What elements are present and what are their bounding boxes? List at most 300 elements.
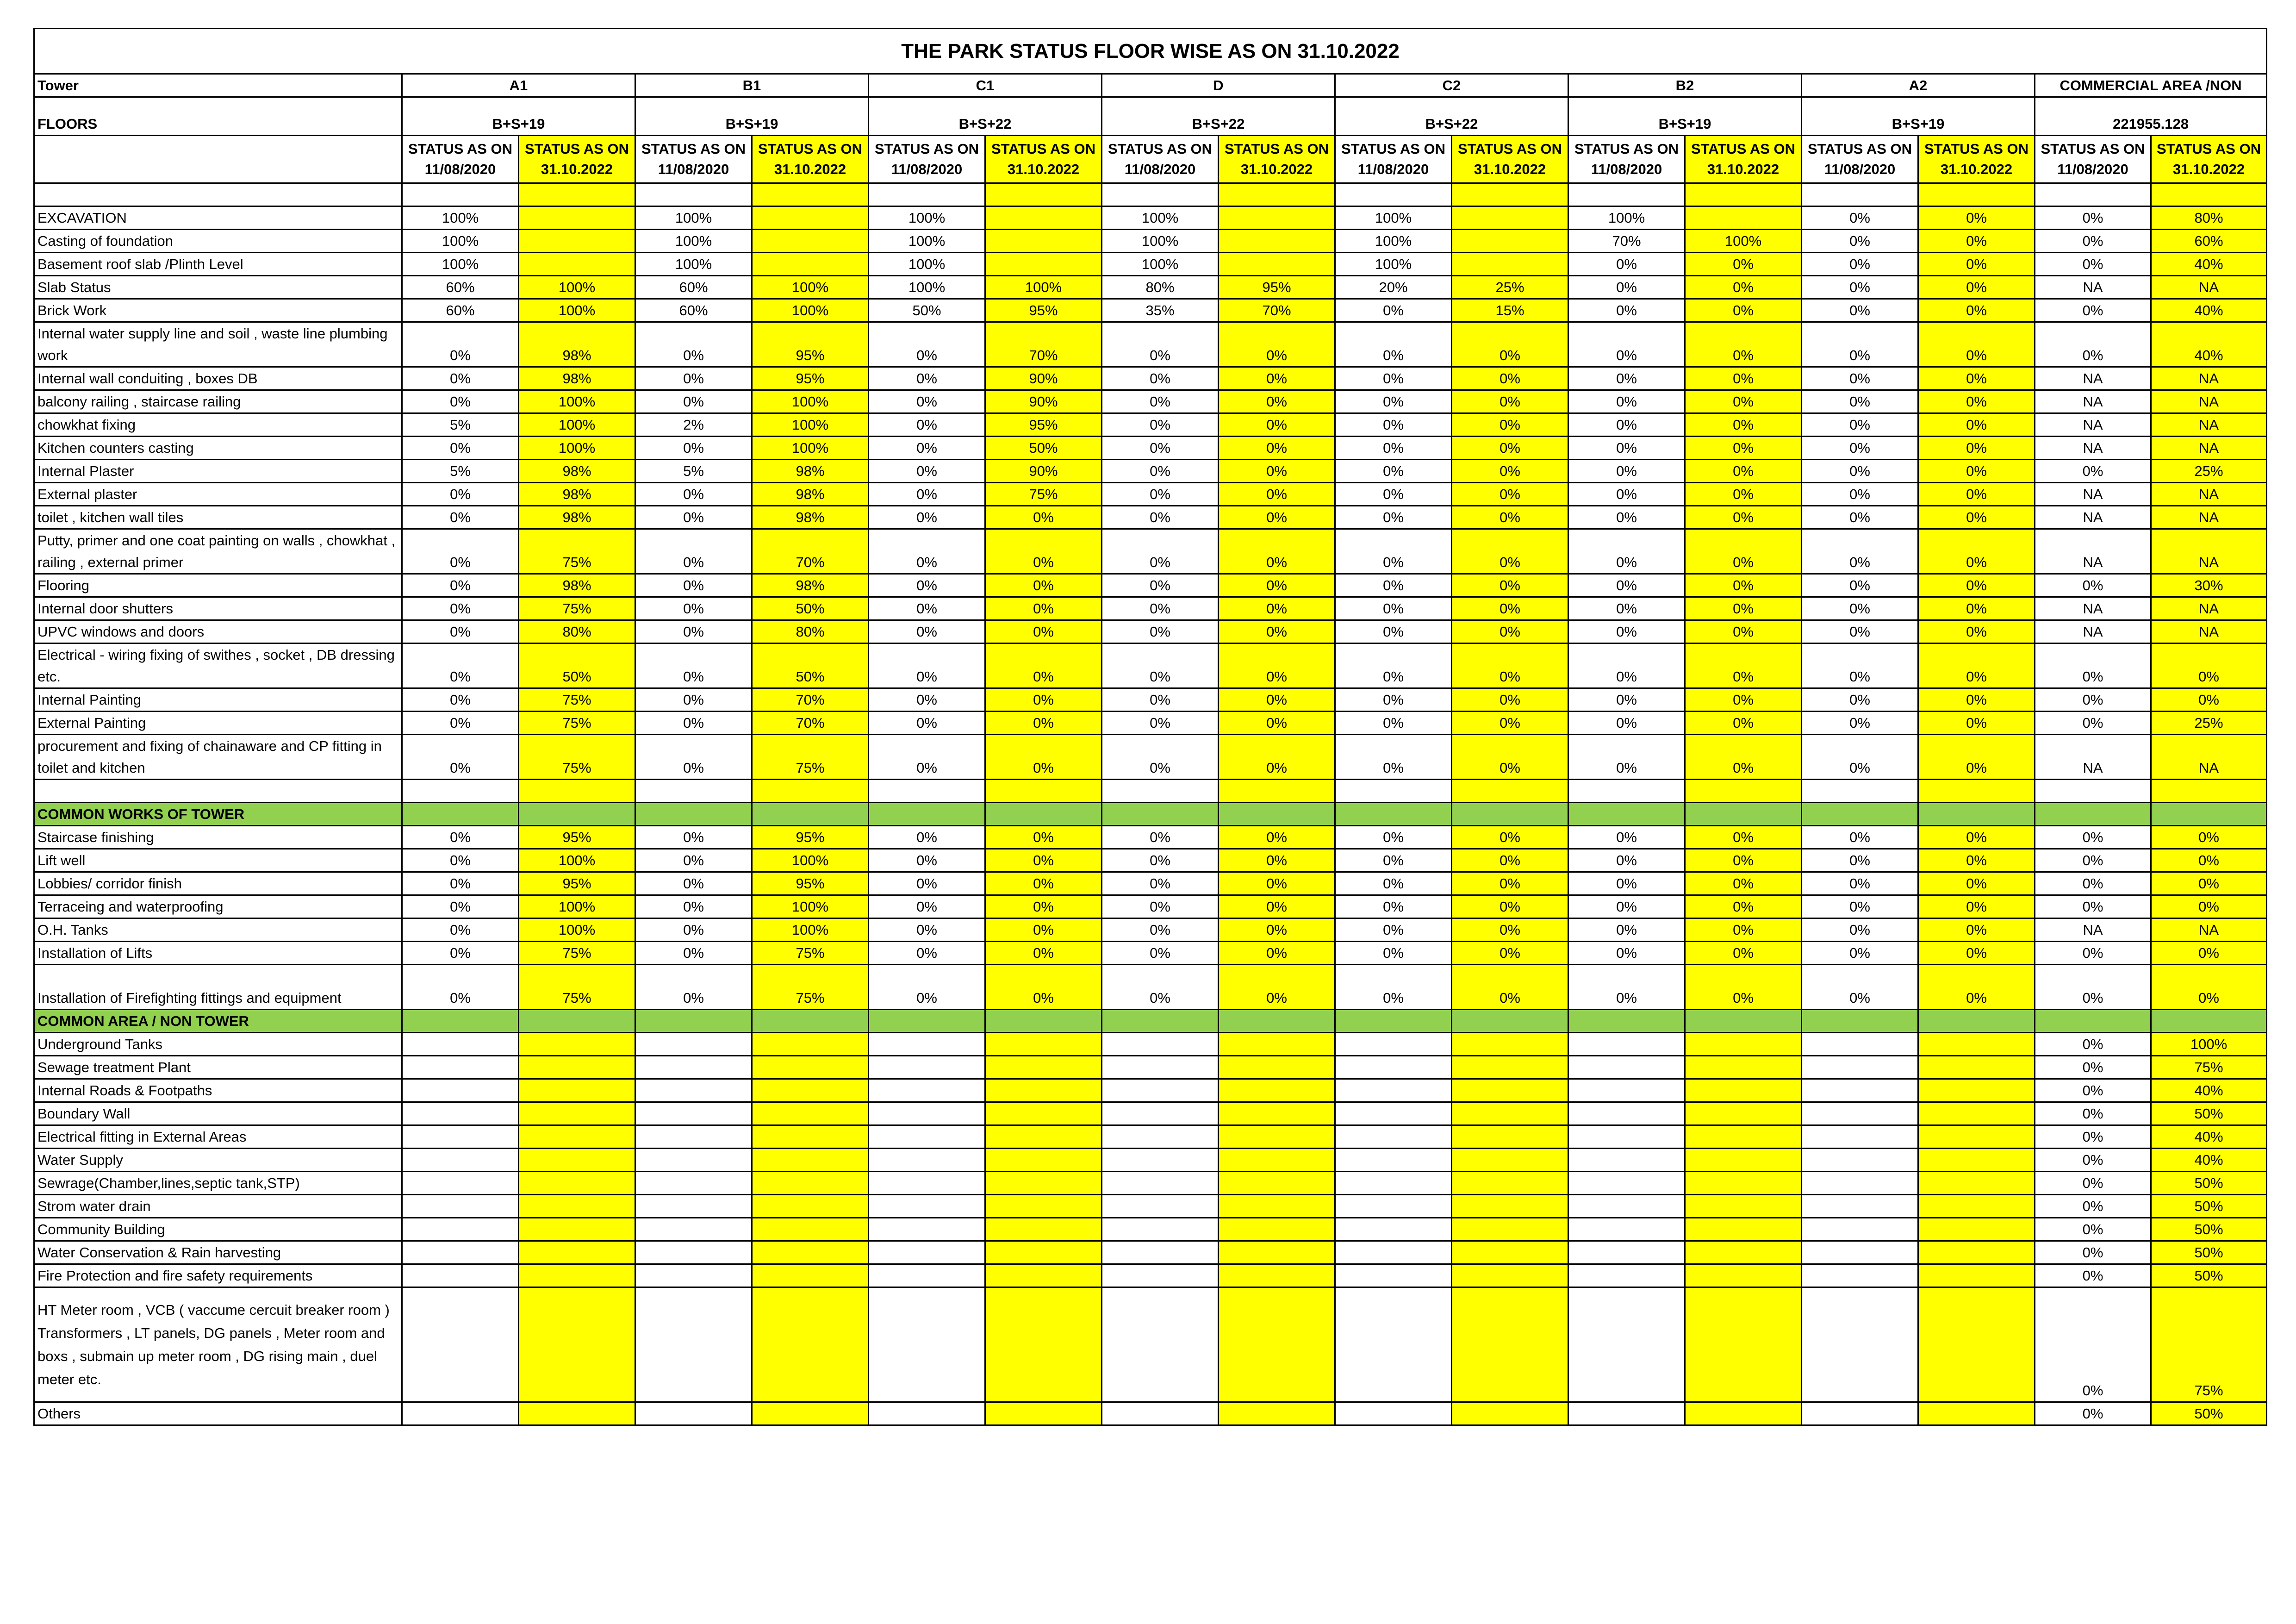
status-2020-cell [1335,1125,1452,1149]
status-2020-cell [635,1172,752,1195]
status-2020-cell: 0% [402,574,519,597]
table-row [34,1287,2267,1402]
status-2022-cell: 0% [1219,483,1335,506]
status-2022-cell: 15% [1452,299,1568,322]
status-2022-cell [752,1079,869,1102]
status-2022-cell: 0% [1918,253,2035,276]
status-2020-cell: 0% [1802,643,1918,688]
status-2022-cell: 0% [1918,826,2035,849]
status-2020-cell: 0% [635,367,752,390]
status-2022-cell: 80% [2151,206,2267,230]
status-2022-cell: 95% [752,872,869,895]
status-2020-cell: 0% [1802,826,1918,849]
section-row [34,1010,2267,1033]
status-2022-cell: 0% [1219,849,1335,872]
status-header-line1: STATUS AS ON [2157,141,2261,157]
status-header-line1: STATUS AS ON [874,141,979,157]
status-2022-cell: 0% [1452,643,1568,688]
section-cell [402,803,519,826]
activity-label: Underground Tanks [34,1033,402,1056]
tower-floors: B+S+22 [1335,97,1568,136]
status-2020-cell: 5% [402,460,519,483]
status-2020-cell: 0% [1102,872,1219,895]
status-2020-cell: NA [2035,597,2151,620]
status-2020-cell: 20% [1335,276,1452,299]
status-2020-cell: 0% [869,735,985,780]
status-2020-cell [1335,1149,1452,1172]
status-2020-cell: 0% [2035,299,2151,322]
section-cell [1219,803,1335,826]
status-2020-cell [635,1079,752,1102]
status-2020-cell: 0% [1568,826,1685,849]
activity-label: EXCAVATION [34,206,402,230]
status-2020-cell: 0% [2035,574,2151,597]
status-2020-cell [1335,1195,1452,1218]
status-2020-cell [1802,1287,1918,1402]
status-2020-cell: 80% [1102,276,1219,299]
status-2020-cell: 0% [2035,965,2151,1010]
tower-name: C1 [869,74,1102,97]
status-2022-cell [985,1172,1102,1195]
status-2022-cell [752,1195,869,1218]
status-2020-cell: 0% [635,390,752,413]
status-2020-cell: 0% [1102,849,1219,872]
status-2020-cell [1802,1264,1918,1287]
status-2020-cell: 0% [1802,620,1918,643]
status-2020-cell [1568,1102,1685,1125]
table-row [34,735,2267,780]
status-2022-cell: 0% [1685,942,1802,965]
table-row [34,826,2267,849]
status-header-line2: 31.10.2022 [1940,161,2013,177]
table-row [34,1056,2267,1079]
status-2020-cell: 0% [1335,506,1452,529]
activity-label: O.H. Tanks [34,918,402,942]
table-row [34,918,2267,942]
status-2020-cell [402,1033,519,1056]
status-2022-cell [1452,230,1568,253]
status-2020-cell: 0% [2035,895,2151,918]
status-2020-cell [1568,1287,1685,1402]
status-2022-cell: 0% [985,574,1102,597]
status-2022-cell: 0% [985,735,1102,780]
status-2020-cell: 0% [402,367,519,390]
status-2022-cell: 75% [519,942,635,965]
status-2022-cell: 0% [1685,872,1802,895]
status-2020-cell: 5% [402,413,519,437]
status-2022-cell: 0% [1452,849,1568,872]
blank-cell [1685,780,1802,803]
blank-row [34,780,2267,803]
blank-cell [34,183,402,206]
status-2022-cell [985,1149,1102,1172]
table-row [34,574,2267,597]
status-2022-cell: 100% [519,299,635,322]
status-2020-cell: 0% [869,849,985,872]
tower-floors: B+S+19 [402,97,635,136]
status-2022-cell [519,1125,635,1149]
tower-label: Tower [34,74,402,97]
status-2022-cell: 0% [1918,574,2035,597]
status-2020-cell: 0% [635,597,752,620]
table-row [34,620,2267,643]
activity-label: Electrical - wiring fixing of swithes , socket , DB dressing etc. [34,643,402,688]
status-2022-cell: 0% [1219,895,1335,918]
status-2022-cell [752,230,869,253]
activity-label: Community Building [34,1218,402,1241]
status-2022-cell [985,1241,1102,1264]
status-2022-cell [519,1218,635,1241]
status-2020-cell: 0% [1802,735,1918,780]
status-old-header [2035,136,2151,183]
status-2020-cell: 100% [402,230,519,253]
status-2020-cell: 0% [2035,230,2151,253]
status-2020-cell: 0% [869,574,985,597]
status-2022-cell [1685,1241,1802,1264]
section-cell [402,1010,519,1033]
status-2020-cell: 100% [1102,230,1219,253]
activity-label: balcony railing , staircase railing [34,390,402,413]
status-2020-cell [1335,1402,1452,1425]
status-2020-cell: 0% [402,322,519,367]
status-2020-cell: 0% [635,620,752,643]
status-2022-cell [1685,1287,1802,1402]
status-2022-cell: NA [2151,506,2267,529]
status-2020-cell [1568,1125,1685,1149]
status-2020-cell [1335,1033,1452,1056]
status-2020-cell [402,1264,519,1287]
table-row [34,276,2267,299]
status-header-line2: 31.10.2022 [1707,161,1780,177]
activity-label: Sewrage(Chamber,lines,septic tank,STP) [34,1172,402,1195]
status-2020-cell: 0% [402,826,519,849]
status-2022-cell: 50% [2151,1402,2267,1425]
status-2022-cell [1685,1195,1802,1218]
status-2022-cell [519,230,635,253]
status-old-header [1802,136,1918,183]
blank-cell [1452,183,1568,206]
status-header-line2: 31.10.2022 [1007,161,1080,177]
blank-cell [869,183,985,206]
status-2022-cell: 0% [1219,965,1335,1010]
status-2022-cell: 0% [1685,367,1802,390]
tower-floors: B+S+22 [1102,97,1335,136]
status-2020-cell [1335,1241,1452,1264]
status-2020-cell [402,1402,519,1425]
table-row [34,1264,2267,1287]
status-2020-cell: 0% [2035,1102,2151,1125]
status-2022-cell: 0% [1685,506,1802,529]
status-2020-cell: 0% [402,643,519,688]
blank-cell [985,780,1102,803]
status-2020-cell [869,1402,985,1425]
status-2022-cell: 90% [985,367,1102,390]
blank-cell [1102,183,1219,206]
status-2022-cell [1452,1402,1568,1425]
status-2022-cell [1219,1056,1335,1079]
status-2022-cell: 0% [1685,437,1802,460]
status-2020-cell: 0% [635,872,752,895]
status-header-line2: 31.10.2022 [1240,161,1313,177]
status-2022-cell [752,1287,869,1402]
status-2022-cell: 0% [1219,735,1335,780]
status-2022-cell [752,1149,869,1172]
activity-label: Internal wall conduiting , boxes DB [34,367,402,390]
status-2022-cell: 40% [2151,253,2267,276]
activity-label: HT Meter room , VCB ( vaccume cercuit breaker room ) Transformers , LT panels, DG panels , Meter room and boxs , submain up meter room , DG rising main , duel meter etc. [34,1287,402,1402]
status-header-line2: 11/08/2020 [1591,161,1662,177]
status-2022-cell: 100% [519,413,635,437]
activity-label: Water Supply [34,1149,402,1172]
status-2020-cell [1802,1033,1918,1056]
table-row [34,1079,2267,1102]
status-new-header [1685,136,1802,183]
status-2020-cell [402,1287,519,1402]
status-2022-cell [1685,1079,1802,1102]
status-2022-cell: 95% [985,299,1102,322]
status-2022-cell: 0% [1685,299,1802,322]
status-2022-cell [1219,1402,1335,1425]
status-2020-cell: NA [2035,506,2151,529]
status-2020-cell: 0% [1802,597,1918,620]
status-2022-cell: 0% [1219,688,1335,712]
status-2020-cell: 0% [402,735,519,780]
status-2020-cell: 0% [1102,322,1219,367]
status-2020-cell: 0% [869,437,985,460]
status-2020-cell [869,1102,985,1125]
status-2022-cell [1219,1287,1335,1402]
activity-label: Basement roof slab /Plinth Level [34,253,402,276]
status-2020-cell: 0% [1568,620,1685,643]
status-header-line1: STATUS AS ON [1691,141,1796,157]
section-cell [1102,803,1219,826]
status-2020-cell: 0% [1568,299,1685,322]
status-2022-cell: 0% [1685,826,1802,849]
status-2020-cell: 0% [1802,483,1918,506]
status-2020-cell: 0% [1102,597,1219,620]
status-2020-cell: NA [2035,529,2151,574]
status-2020-cell: 0% [635,506,752,529]
status-2022-cell: 0% [1219,597,1335,620]
status-2020-cell [869,1172,985,1195]
blank-cell [869,780,985,803]
status-2020-cell: 0% [402,597,519,620]
status-2022-cell: 0% [2151,849,2267,872]
blank-cell [1335,183,1452,206]
status-2020-cell [402,1241,519,1264]
status-2022-cell: 0% [1918,506,2035,529]
status-2022-cell: 0% [1918,206,2035,230]
status-2020-cell [635,1402,752,1425]
activity-label: Flooring [34,574,402,597]
status-2022-cell: NA [2151,529,2267,574]
status-2022-cell: 50% [752,597,869,620]
status-2022-cell: 70% [1219,299,1335,322]
blank-cell [2035,183,2151,206]
status-2020-cell: 0% [1568,413,1685,437]
status-2022-cell: 0% [1685,529,1802,574]
status-2022-cell: 50% [2151,1102,2267,1125]
status-2020-cell: 0% [402,872,519,895]
status-2020-cell: 0% [1568,872,1685,895]
activity-label: Lobbies/ corridor finish [34,872,402,895]
status-2020-cell: 100% [1335,230,1452,253]
status-2022-cell: 95% [752,322,869,367]
status-2020-cell [1802,1218,1918,1241]
status-2022-cell [1685,1402,1802,1425]
activity-label: Brick Work [34,299,402,322]
status-2020-cell: 0% [869,643,985,688]
status-2022-cell: 0% [1452,712,1568,735]
status-header-line2: 11/08/2020 [2057,161,2128,177]
status-2022-cell: 100% [519,895,635,918]
table-row [34,1149,2267,1172]
status-2022-cell: 75% [519,735,635,780]
section-cell [1335,1010,1452,1033]
status-2022-cell: 98% [752,460,869,483]
status-2020-cell: 0% [1335,735,1452,780]
status-header-line1: STATUS AS ON [1574,141,1679,157]
status-2022-cell: 95% [752,367,869,390]
status-2020-cell: 0% [1802,437,1918,460]
section-heading: COMMON AREA / NON TOWER [34,1010,402,1033]
activity-label: procurement and fixing of chainaware and CP fitting in toilet and kitchen [34,735,402,780]
status-2022-cell [985,230,1102,253]
status-2020-cell [635,1264,752,1287]
status-2022-cell: 0% [1918,276,2035,299]
status-2022-cell: 75% [2151,1056,2267,1079]
status-2022-cell [985,206,1102,230]
status-2022-cell: 0% [985,712,1102,735]
status-2020-cell: 60% [402,276,519,299]
section-cell [1802,803,1918,826]
status-2022-cell [985,253,1102,276]
status-2022-cell [985,1125,1102,1149]
status-2022-cell: 0% [1452,895,1568,918]
status-2020-cell: 100% [1102,206,1219,230]
blank-cell [752,780,869,803]
table-row [34,597,2267,620]
status-2022-cell: 0% [985,942,1102,965]
status-2020-cell: 0% [869,413,985,437]
status-2020-cell [869,1264,985,1287]
status-2020-cell: 0% [1802,688,1918,712]
title-row [34,29,2267,74]
status-2020-cell: 0% [1102,413,1219,437]
status-2022-cell: NA [2151,597,2267,620]
status-old-header [635,136,752,183]
status-2022-cell [1219,1125,1335,1149]
status-2020-cell: 60% [635,299,752,322]
status-2022-cell: 50% [2151,1241,2267,1264]
status-2022-cell: 0% [1219,529,1335,574]
activity-label: toilet , kitchen wall tiles [34,506,402,529]
status-2022-cell [1452,206,1568,230]
status-2020-cell [1102,1056,1219,1079]
status-2020-cell: 0% [2035,253,2151,276]
activity-label: Lift well [34,849,402,872]
status-2022-cell: 100% [519,276,635,299]
status-2022-cell: 0% [1918,413,2035,437]
status-2020-cell: 0% [2035,1241,2151,1264]
status-2020-cell [1102,1287,1219,1402]
blank-cell [1102,780,1219,803]
status-2022-cell [752,1125,869,1149]
status-old-header [1335,136,1452,183]
status-2020-cell: 100% [1102,253,1219,276]
status-2022-cell [1219,1241,1335,1264]
floors-label: FLOORS [34,97,402,136]
status-2022-cell [1918,1402,2035,1425]
status-2022-cell: NA [2151,437,2267,460]
status-2020-cell [1335,1172,1452,1195]
status-header-line1: STATUS AS ON [641,141,746,157]
status-header-line1: STATUS AS ON [758,141,863,157]
section-cell [985,1010,1102,1033]
status-2020-cell [635,1033,752,1056]
status-2022-cell: 70% [752,529,869,574]
status-2022-cell: 0% [1918,230,2035,253]
table-row [34,413,2267,437]
status-2020-cell: 0% [1335,942,1452,965]
blank-cell [1568,780,1685,803]
status-2022-cell: 0% [1219,712,1335,735]
status-2022-cell: 98% [519,506,635,529]
status-2020-cell: 0% [2035,460,2151,483]
table-row [34,1402,2267,1425]
activity-label: Internal Plaster [34,460,402,483]
status-2020-cell: 0% [1568,965,1685,1010]
status-header-line1: STATUS AS ON [408,141,513,157]
status-2022-cell: 30% [2151,574,2267,597]
status-2020-cell: 0% [1802,712,1918,735]
status-2020-cell: 0% [1568,276,1685,299]
status-2022-cell [1219,1033,1335,1056]
status-2022-cell [1685,1056,1802,1079]
blank-cell [34,136,402,183]
status-2020-cell: 0% [1568,322,1685,367]
status-header-line1: STATUS AS ON [1457,141,1562,157]
status-2022-cell [1219,1172,1335,1195]
table-row [34,230,2267,253]
status-2020-cell: NA [2035,390,2151,413]
status-2022-cell: 0% [1685,597,1802,620]
status-2022-cell [1452,1287,1568,1402]
status-2022-cell: 0% [1918,483,2035,506]
status-2020-cell [1568,1218,1685,1241]
status-2022-cell: 0% [1685,574,1802,597]
status-2020-cell: 0% [1802,299,1918,322]
blank-cell [519,780,635,803]
status-2022-cell: 50% [519,643,635,688]
status-2022-cell: 60% [2151,230,2267,253]
section-cell [1335,803,1452,826]
status-2020-cell: 0% [1802,460,1918,483]
status-2022-cell: 100% [752,918,869,942]
status-2022-cell: 50% [752,643,869,688]
status-2022-cell: 0% [1918,460,2035,483]
status-2022-cell: 100% [752,299,869,322]
status-2020-cell: 0% [2035,1287,2151,1402]
section-cell [519,1010,635,1033]
status-2022-cell: 0% [1452,322,1568,367]
blank-cell [752,183,869,206]
status-2022-cell: 0% [985,965,1102,1010]
status-2020-cell: NA [2035,620,2151,643]
status-2022-cell: 40% [2151,299,2267,322]
blank-cell [635,780,752,803]
status-2020-cell: 0% [869,597,985,620]
